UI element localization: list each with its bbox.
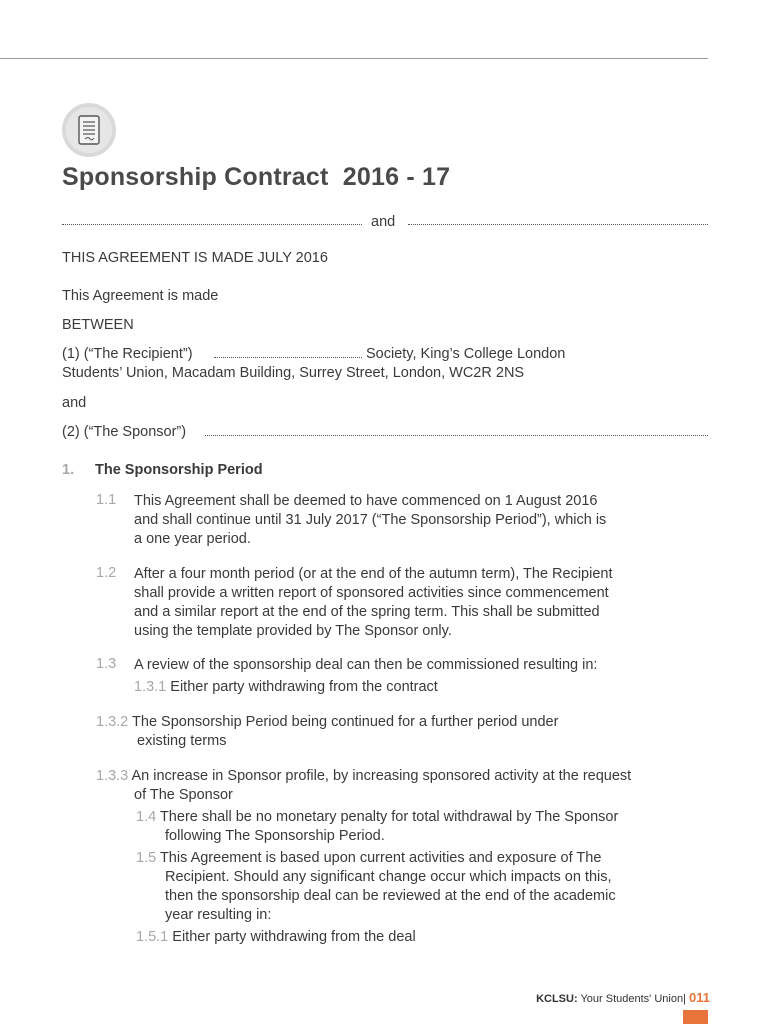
- clause-line: Either party withdrawing from the contract: [170, 679, 438, 695]
- footer-separator: |: [683, 993, 686, 1005]
- clause-line: and a similar report at the end of the spring term. This shall be submitted: [134, 604, 600, 620]
- footer-accent-block: [683, 1010, 708, 1024]
- clause-line: following The Sponsorship Period.: [165, 828, 385, 844]
- clause-number: 1.1: [96, 492, 117, 508]
- clause-number: 1.4: [136, 809, 157, 825]
- clause-number: 1.3.3: [96, 768, 129, 784]
- between-label: BETWEEN: [62, 317, 134, 333]
- clause-number: 1.5.1: [136, 929, 169, 945]
- made-heading: THIS AGREEMENT IS MADE JULY 2016: [62, 250, 328, 266]
- clause-line: Either party withdrawing from the deal: [172, 929, 416, 945]
- section-number: 1.: [62, 462, 75, 478]
- clause-line: A review of the sponsorship deal can then be commissioned resulting in:: [134, 657, 598, 673]
- clause-number: 1.3.2: [96, 714, 129, 730]
- clause-line: After a four month period (or at the end of the autumn term), The Recipient: [134, 566, 613, 582]
- clause-number: 1.3: [96, 656, 117, 672]
- sponsor-blank: [205, 435, 708, 436]
- clause-1-3-2: [96, 713, 558, 732]
- clause-line: and shall continue until 31 July 2017 (“The Sponsorship Period”), which is: [134, 512, 607, 528]
- party-a-blank: [62, 224, 362, 225]
- page-title: Sponsorship Contract 2016 - 17: [62, 163, 451, 191]
- clause-line: then the sponsorship deal can be reviewed at the end of the academic: [165, 888, 616, 904]
- clause-line: existing terms: [137, 733, 227, 749]
- recipient-prefix: (1) (“The Recipient”): [62, 346, 193, 362]
- sponsor-prefix: (2) (“The Sponsor”): [62, 424, 187, 440]
- clause-1-3: [134, 656, 597, 675]
- section-title: The Sponsorship Period: [95, 462, 263, 478]
- clause-1-1: [134, 492, 606, 549]
- clause-1-5-cont: [165, 868, 616, 925]
- clause-line: This Agreement is based upon current activities and exposure of The: [159, 850, 602, 866]
- top-rule: [0, 58, 708, 59]
- clause-1-2: [134, 565, 613, 641]
- clause-line: The Sponsorship Period being continued for a further period under: [132, 714, 559, 730]
- clause-line: using the template provided by The Sponsor only.: [134, 623, 452, 639]
- clause-1-5: [136, 849, 601, 868]
- clause-number: 1.5: [136, 850, 157, 866]
- clause-line: year resulting in:: [165, 907, 272, 923]
- clause-line: There shall be no monetary penalty for total withdrawal by The Sponsor: [159, 809, 619, 825]
- recipient-address: Students’ Union, Macadam Building, Surrey Street, London, WC2R 2NS: [62, 365, 525, 381]
- clause-line: shall provide a written report of sponsored activities since commencement: [134, 585, 609, 601]
- intro-text: This Agreement is made: [62, 288, 219, 304]
- clause-line: Recipient. Should any significant change occur which impacts on this,: [165, 869, 612, 885]
- footer-tagline: Your Students' Union: [580, 993, 684, 1005]
- clause-1-4: [136, 808, 618, 827]
- clause-number: 1.3.1: [134, 679, 167, 695]
- document-icon: [62, 103, 116, 157]
- clause-line: An increase in Sponsor profile, by increasing sponsored activity at the request: [131, 768, 632, 784]
- parties-and: and: [371, 214, 396, 230]
- recipient-blank: [214, 357, 362, 358]
- clause-line: of The Sponsor: [134, 787, 233, 803]
- footer: [536, 990, 710, 1005]
- recipient-suffix: Society, King’s College London: [366, 346, 566, 362]
- party-b-blank: [408, 224, 708, 225]
- clause-line: This Agreement shall be deemed to have commenced on 1 August 2016: [134, 493, 598, 509]
- footer-brand: KCLSU:: [536, 993, 578, 1005]
- clause-1-3-3: [96, 767, 631, 786]
- clause-number: 1.2: [96, 565, 117, 581]
- clause-1-3-1: [134, 678, 438, 697]
- page-number: 011: [689, 990, 710, 1005]
- clause-line: a one year period.: [134, 531, 251, 547]
- clause-1-5-1: [136, 928, 416, 947]
- and-label: and: [62, 395, 87, 411]
